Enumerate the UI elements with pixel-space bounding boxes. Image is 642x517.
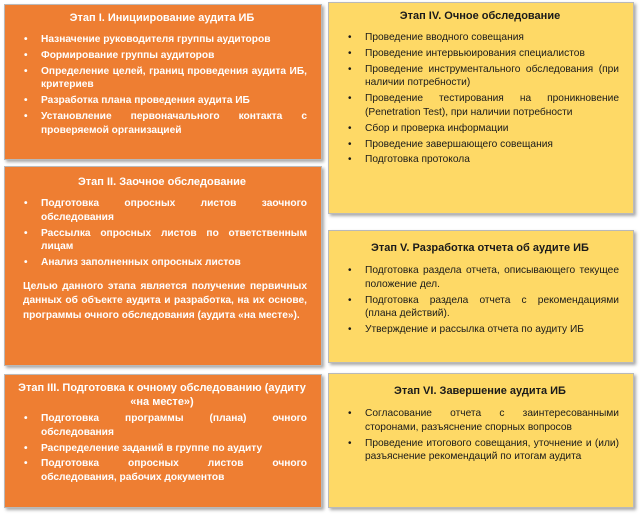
list-item: • Проведение завершающего совещания <box>348 138 553 150</box>
list-item: • Назначение руководителя группы аудиторов <box>24 34 271 45</box>
stage-6-list <box>341 407 619 464</box>
stage-4-title: Этап IV. Очное обследование <box>399 10 561 22</box>
list-item: • Разработка плана проведения аудита ИБ <box>24 95 250 107</box>
stage-2-list <box>17 197 307 270</box>
bullet-icon: • <box>348 294 352 306</box>
bullet-icon: • <box>348 437 352 449</box>
stage-4-list <box>341 31 619 167</box>
bullet-icon: • <box>24 49 28 61</box>
stage-2-note: Целью данного этапа является получение первичных данных об объекте аудита и разработка, на их основе, программы очного обследования (аудита «на месте»). <box>23 280 307 321</box>
stage-5-title: Этап V. Разработка отчета об аудите ИБ <box>371 242 589 254</box>
bullet-icon: • <box>24 413 28 424</box>
list-item: • Подготовка раздела отчета, описывающего текущее положение дел. <box>348 265 619 290</box>
stage-3-list <box>17 412 307 485</box>
list-item: • Проведение вводного совещания <box>348 32 524 43</box>
list-item: • Подготовка опросных листов очного обследования, рабочих документов <box>24 458 307 484</box>
stage-5-list <box>341 264 619 337</box>
list-item: • Распределение заданий в группе по аудиту <box>24 442 263 454</box>
stage-3-title: Этап III. Подготовка к очному обследованию (аудиту «на месте») <box>18 382 306 408</box>
bullet-icon: • <box>24 110 28 122</box>
bullet-icon: • <box>24 257 28 269</box>
bullet-icon: • <box>348 138 352 150</box>
bullet-icon: • <box>24 34 28 45</box>
bullet-icon: • <box>24 65 28 77</box>
bullet-icon: • <box>348 324 352 336</box>
list-item: • Проведение тестирования на проникновение (Penetration Test), при наличии потребности <box>348 93 619 118</box>
list-item: • Проведение инструментального обследования (при наличии потребности) <box>348 63 619 89</box>
stage-1-box <box>4 4 322 160</box>
list-item: • Рассылка опросных листов по ответственным лицам <box>24 227 307 253</box>
stage-4-box <box>328 2 634 214</box>
list-item: • Согласование отчета с заинтересованными сторонами, разъяснение спорных вопросов <box>348 408 619 433</box>
bullet-icon: • <box>348 47 352 59</box>
bullet-icon: • <box>24 458 28 470</box>
bullet-icon: • <box>24 95 28 107</box>
list-item: • Подготовка программы (плана) очного обследования <box>24 413 307 438</box>
bullet-icon: • <box>348 154 352 166</box>
list-item: • Сбор и проверка информации <box>348 122 509 134</box>
bullet-icon: • <box>24 442 28 454</box>
stage-1-title: Этап I. Инициирование аудита ИБ <box>69 12 255 24</box>
list-item: • Анализ заполненных опросных листов <box>24 257 241 269</box>
stage-2-title: Этап II. Заочное обследование <box>77 176 247 188</box>
list-item: • Определение целей, границ проведения аудита ИБ, критериев <box>24 65 307 91</box>
list-item: • Подготовка протокола <box>348 154 470 166</box>
stage-6-title: Этап VI. Завершение аудита ИБ <box>394 385 566 397</box>
list-item: • Установление первоначального контакта с проверяемой организацией <box>24 110 307 136</box>
bullet-icon: • <box>348 93 352 105</box>
stage-2-box <box>4 166 322 366</box>
list-item: • Проведение итогового совещания, уточнение и (или) разъяснение рекомендаций по итогам аудита <box>348 437 619 463</box>
stage-1-list <box>17 33 307 138</box>
list-item: • Подготовка раздела отчета с рекомендациями (плана действий). <box>348 294 619 320</box>
list-item: • Подготовка опросных листов заочного обследования <box>24 198 307 223</box>
bullet-icon: • <box>348 265 352 276</box>
bullet-icon: • <box>348 122 352 134</box>
bullet-icon: • <box>24 227 28 239</box>
list-item: • Формирование группы аудиторов <box>24 49 215 61</box>
stage-5-box <box>328 230 634 363</box>
stage-3-box <box>4 374 322 508</box>
stage-6-box <box>328 373 634 508</box>
bullet-icon: • <box>348 408 352 419</box>
bullet-icon: • <box>24 198 28 209</box>
list-item: • Утверждение и рассылка отчета по аудиту ИБ <box>348 324 584 336</box>
bullet-icon: • <box>348 63 352 75</box>
bullet-icon: • <box>348 32 352 43</box>
list-item: • Проведение интервьюирования специалистов <box>348 47 585 59</box>
